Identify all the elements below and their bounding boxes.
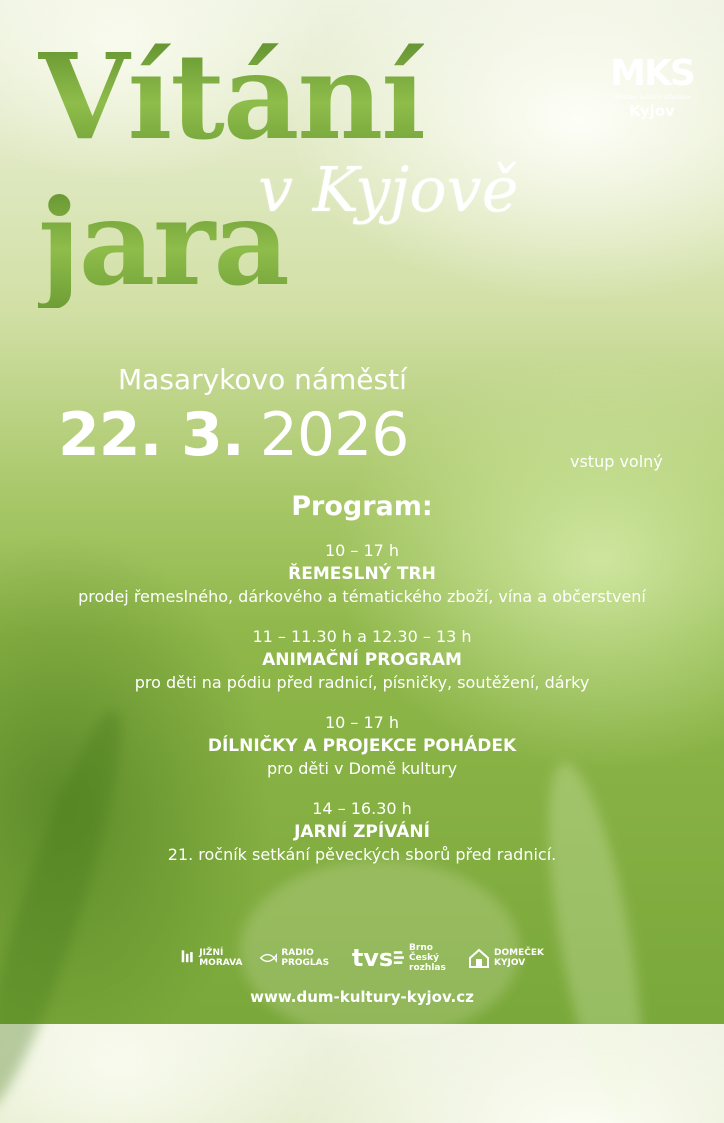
- program-item: [0, 626, 724, 694]
- domecek-kyjov-logo: [468, 947, 544, 969]
- partner-logos: [180, 934, 544, 982]
- program-item-time: 14 – 16.30 h: [312, 799, 412, 818]
- radio-proglas-label: RADIO PROGLAS: [281, 948, 330, 968]
- program-item-desc: pro děti na pódiu před radnicí, písničky, soutěžení, dárky: [134, 673, 590, 692]
- program-item-name: ŘEMESLNÝ TRH: [288, 564, 436, 584]
- program-section: [0, 488, 724, 884]
- program-item-name: ANIMAČNÍ PROGRAM: [262, 650, 462, 670]
- program-item: [0, 712, 724, 780]
- domecek-name: DOMEČEK: [494, 948, 544, 958]
- radio-proglas-logo: [259, 947, 352, 969]
- fish-icon: [259, 947, 278, 969]
- title-line-2: jara: [38, 173, 288, 312]
- venue: Masarykovo náměstí: [118, 363, 407, 396]
- mks-logo: [604, 54, 700, 124]
- domecek-label: [494, 948, 544, 968]
- radio-tower-icon: [180, 947, 195, 969]
- mks-logo-subtitle: Městské kulturní středisko: [612, 94, 692, 101]
- program-heading: Program:: [291, 491, 433, 522]
- title-script: v Kyjově: [258, 153, 519, 226]
- tvs-logo: [351, 944, 394, 972]
- mks-logo-town: Kyjov: [629, 102, 675, 120]
- program-item: [0, 798, 724, 866]
- program-item-desc: 21. ročník setkání pěveckých sborů před radnicí.: [167, 845, 557, 864]
- entry-info: vstup volný: [570, 452, 663, 471]
- rozhlas-icon: [393, 947, 405, 969]
- house-icon: [468, 947, 490, 969]
- tvs-label: tvs: [351, 944, 394, 972]
- date-year: 2026: [259, 400, 409, 470]
- program-item: [0, 540, 724, 608]
- program-item-desc: prodej řemeslného, dárkového a tématického zboží, vína a občerstvení: [78, 587, 646, 606]
- program-item-time: 11 – 11.30 h a 12.30 – 13 h: [252, 627, 472, 646]
- mks-logo-mark: MKS: [610, 53, 694, 94]
- event-date: [58, 400, 408, 470]
- program-item-time: 10 – 17 h: [324, 541, 400, 560]
- rozhlas-brno: Brno: [409, 943, 433, 953]
- program-item-time: 10 – 17 h: [324, 713, 400, 732]
- domecek-town: KYJOV: [494, 958, 526, 968]
- rozhlas-label: [409, 943, 468, 973]
- website-link[interactable]: www.dum-kultury-kyjov.cz: [250, 988, 474, 1006]
- radio-jizni-morava-logo: [180, 947, 259, 969]
- title-line-1: Vítání: [38, 27, 424, 166]
- program-item-desc: pro děti v Domě kultury: [266, 759, 458, 778]
- date-day-month: 22. 3.: [58, 400, 244, 470]
- program-item-name: JARNÍ ZPÍVÁNÍ: [294, 822, 430, 842]
- cesky-rozhlas-brno-logo: [393, 943, 468, 973]
- program-item-name: DÍLNIČKY A PROJEKCE POHÁDEK: [207, 736, 517, 756]
- rozhlas-sub: Český rozhlas: [409, 953, 446, 973]
- radio-jizni-morava-label: JIŽNÍ MORAVA: [199, 948, 243, 968]
